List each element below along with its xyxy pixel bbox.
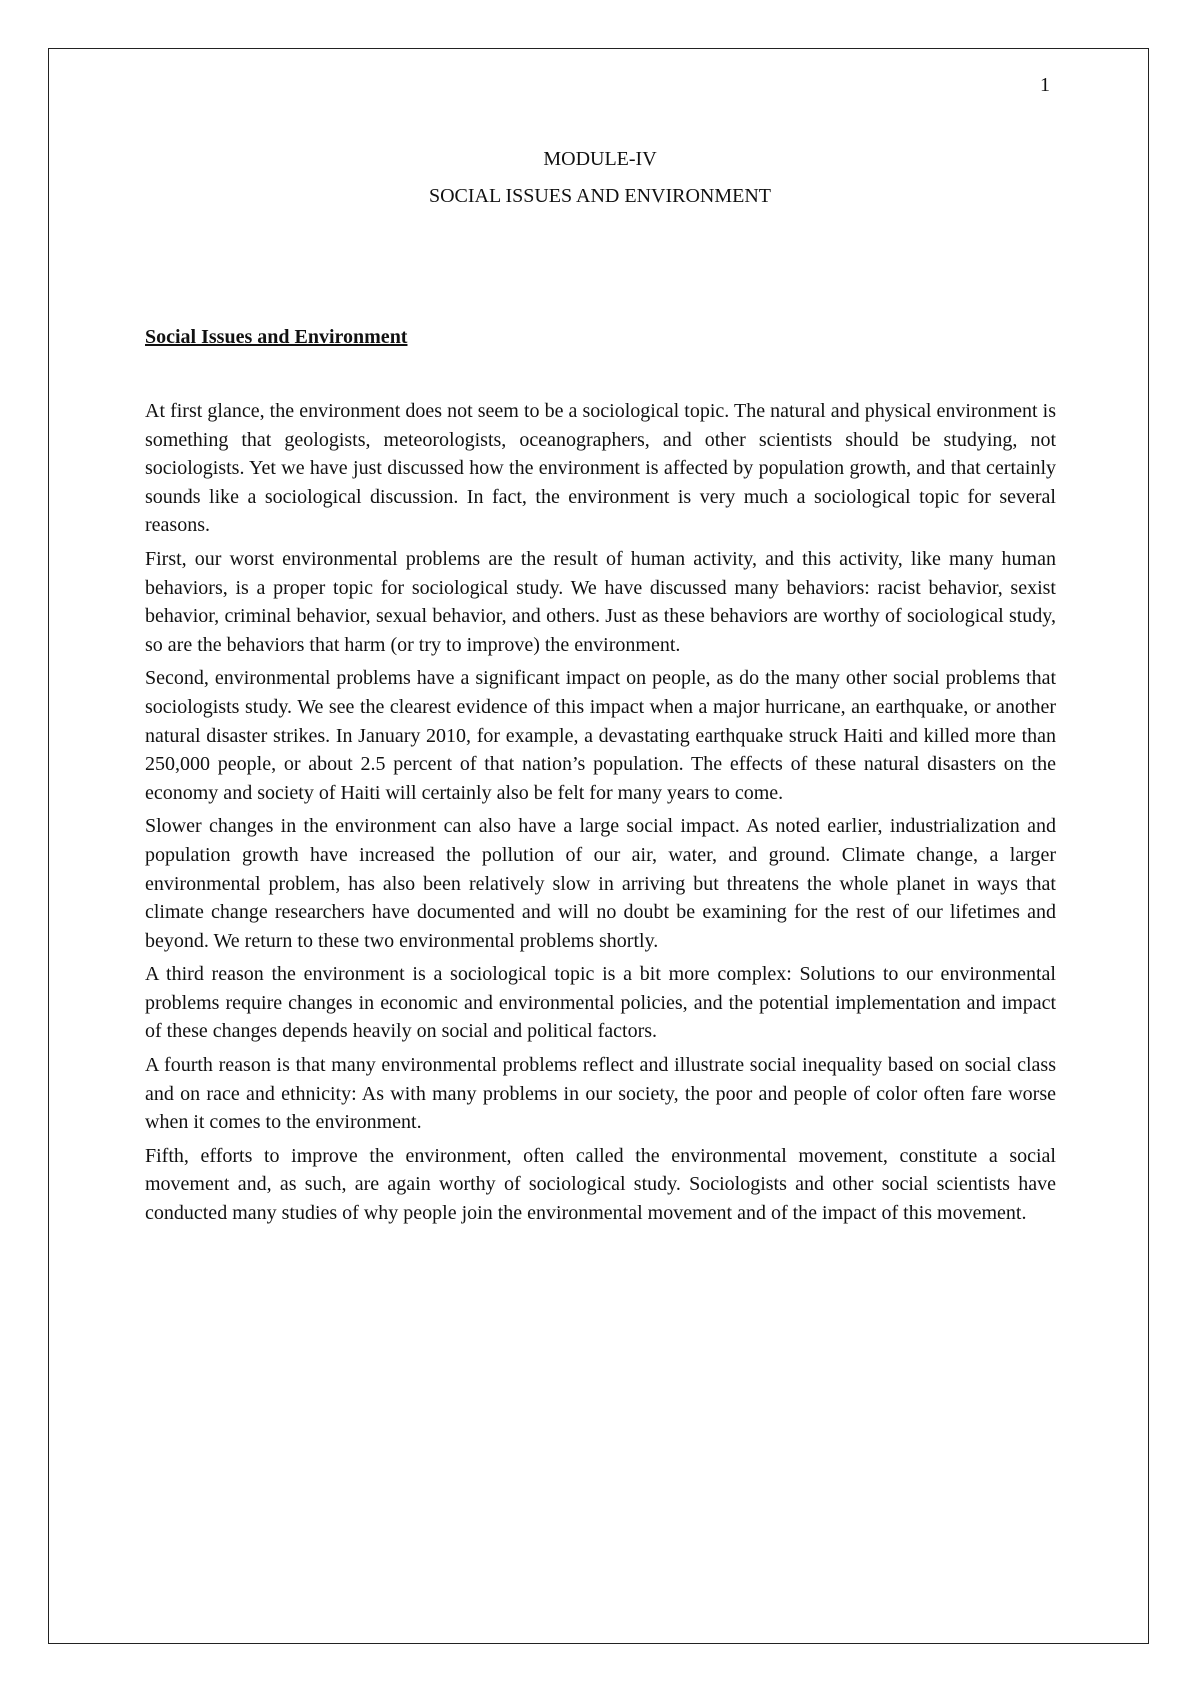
page-number: 1 xyxy=(1040,74,1050,96)
module-title: MODULE-IV xyxy=(543,148,657,170)
module-subtitle: SOCIAL ISSUES AND ENVIRONMENT xyxy=(428,185,772,207)
paragraph: Second, environmental problems have a significant impact on people, as do the many other social problems that sociologists study. We see the clearest evidence of this impact when a major hurricane, an earthquake, or another natural disaster strikes. In January 2010, for example, a devastating earthquake struck Haiti and killed more than 250,000 people, or about 2.5 percent of that nation’s population. The effects of these natural disasters on the economy and society of Haiti will certainly also be felt for many years to come. xyxy=(145,667,1056,804)
paragraph: A third reason the environment is a sociological topic is a bit more complex: Solutions to our environmental problems require changes in economic and environmental policies, and the potential implementation and impact of these changes depends heavily on social and political factors. xyxy=(145,963,1056,1043)
body-text xyxy=(145,397,1056,1233)
section-heading: Social Issues and Environment xyxy=(145,326,408,348)
paragraph: Slower changes in the environment can also have a large social impact. As noted earlier, industrialization and population growth have increased the pollution of our air, water, and ground. Climate change, a larger environmental problem, has also been relatively slow in arriving but threatens the whole planet in ways that climate change researchers have documented and will no doubt be examining for the rest of our lifetimes and beyond. We return to these two environmental problems shortly. xyxy=(145,815,1056,952)
paragraph: Fifth, efforts to improve the environment, often called the environmental movement, constitute a social movement and, as such, are again worthy of sociological study. Sociologists and other social scientists have conducted many studies of why people join the environmental movement and of the impact of this movement. xyxy=(145,1144,1056,1225)
paragraph: At first glance, the environment does not seem to be a sociological topic. The natural and physical environment is something that geologists, meteorologists, oceanographers, and other scientists should be studying, not sociologists. Yet we have just discussed how the environment is affected by population growth, and that certainly sounds like a sociological discussion. In fact, the environment is very much a sociological topic for several reasons. xyxy=(145,400,1056,537)
paragraph: A fourth reason is that many environmental problems reflect and illustrate social inequality based on social class and on race and ethnicity: As with many problems in our society, the poor and people of color often fare worse when it comes to the environment. xyxy=(145,1054,1056,1134)
paragraph: First, our worst environmental problems are the result of human activity, and this activity, like many human behaviors, is a proper topic for sociological study. We have discussed many behaviors: racist behavior, sexist behavior, criminal behavior, sexual behavior, and others. Just as these behaviors are worthy of sociological study, so are the behaviors that harm (or try to improve) the environment. xyxy=(145,547,1056,656)
